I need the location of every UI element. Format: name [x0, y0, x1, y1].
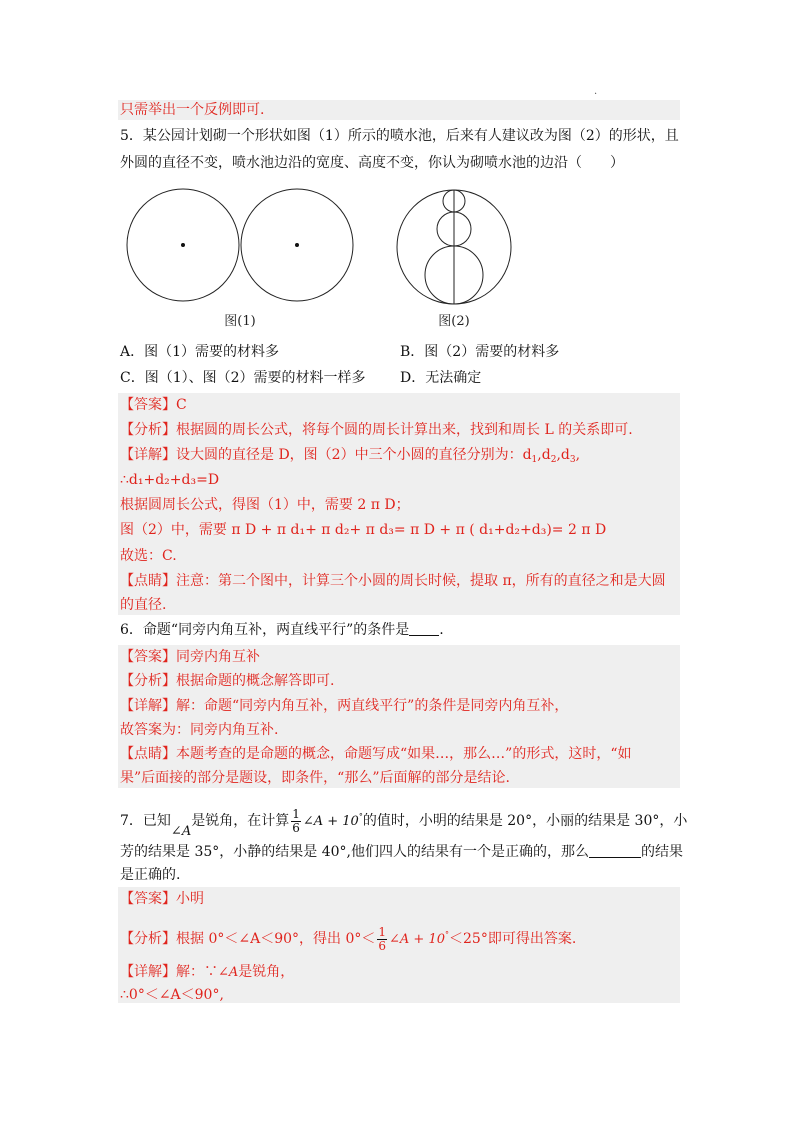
- q7-stem-b: 是锐角，在计算: [191, 813, 290, 829]
- q7-answer: 【答案】小明: [120, 891, 204, 907]
- q5-detail-sep2: ,d: [556, 447, 570, 463]
- q5-analysis: 【分析】根据圆的周长公式，将每个圆的周长计算出来，找到和周长 L 的关系即可.: [120, 422, 633, 438]
- q5-option-b: B．图（2）需要的材料多: [400, 344, 560, 360]
- q5-option-a: A．图（1）需要的材料多: [120, 344, 280, 360]
- q5-figures: [120, 185, 520, 335]
- q5-detail-line2: ∴d₁+d₂+d₃=D: [120, 472, 220, 488]
- q6-blank: [409, 621, 439, 636]
- q5-detail-line5: 故选：C.: [120, 548, 177, 564]
- q6-comment-line2: 果”后面接的部分是题设，即条件，“那么”后面解的部分是结论.: [120, 770, 510, 786]
- q7-angle: ∠A: [170, 824, 192, 839]
- q7-fraction: [291, 808, 301, 835]
- q5-detail-line1: [120, 445, 580, 470]
- q5-stem-line1: 5．某公园计划砌一个形状如图（1）所示的喷水池，后来有人建议改为图（2）的形状，且: [120, 128, 679, 144]
- q7-stem2-a: 芳的结果是 35°，小静的结果是 40°,他们四人的结果有一个是正确的，那么: [120, 844, 589, 860]
- q7-blank: [589, 843, 641, 858]
- q5-sub-3: 3: [569, 455, 576, 465]
- q6-detail: 【详解】解：命题“同旁内角互补，两直线平行”的条件是同旁内角互补，: [120, 698, 569, 714]
- q4-tail: 只需举出一个反例即可.: [120, 102, 265, 118]
- q5-detail-text: 【详解】设大圆的直径是 D，图（2）中三个小圆的直径分别为：d: [120, 447, 532, 463]
- q7-stem-line3: 是正确的.: [120, 867, 181, 883]
- q5-answer: 【答案】C: [120, 397, 187, 413]
- q7-detail-line1: [120, 962, 294, 983]
- fig1-left-center: [181, 243, 185, 247]
- q7-stem-a: 7．已知: [120, 813, 171, 829]
- page-mark: .: [594, 86, 598, 97]
- q5-sub-2: 2: [550, 455, 557, 465]
- q7-detail-b: 是锐角，: [238, 964, 295, 980]
- fig1-right-center: [295, 243, 299, 247]
- q7-stem-c: 的值时，小明的结果是 20°，小丽的结果是 30°，小: [362, 813, 688, 829]
- q7-stem-line2: [120, 842, 683, 862]
- q7-frac-num: 1: [292, 806, 300, 821]
- q7-analysis: [120, 918, 576, 957]
- q7-analysis-frac-den: 6: [378, 938, 387, 953]
- fig1-caption: 图(1): [224, 314, 256, 329]
- q7-detail-line2: ∴0°＜∠A＜90°,: [120, 987, 224, 1003]
- q7-frac-den: 6: [292, 820, 300, 835]
- q6-answer: 【答案】同旁内角互补: [120, 649, 260, 665]
- q5-comment-line2: 的直径.: [120, 597, 167, 613]
- q7-stem2-b: 的结果: [640, 844, 683, 860]
- q6-stem-end: .: [439, 622, 444, 638]
- q7-analysis-expr: ∠A + 10: [389, 932, 445, 947]
- q5-option-d: D．无法确定: [400, 370, 482, 386]
- q7-analysis-frac-num: 1: [378, 924, 387, 939]
- q6-stem-text: 6．命题“同旁内角互补，两直线平行”的条件是: [120, 622, 410, 638]
- q5-stem-line2: 外圆的直径不变，喷水池边沿的宽度、高度不变，你认为砌喷水池的边沿（ ）: [120, 155, 624, 171]
- fig2-caption: 图(2): [438, 314, 470, 329]
- q6-stem: [120, 620, 444, 640]
- q7-analysis-fraction: [377, 926, 387, 953]
- q5-option-c: C．图（1）、图（2）需要的材料一样多: [120, 370, 366, 386]
- q5-detail-end: ,: [575, 447, 581, 463]
- q5-detail-sep1: ,d: [537, 447, 551, 463]
- q5-sub-1: 1: [531, 455, 538, 465]
- q6-analysis: 【分析】根据命题的概念解答即可.: [120, 673, 335, 689]
- q7-detail-a: 【详解】解：∵: [120, 964, 218, 980]
- q7-analysis-b: ＜25°即可得出答案.: [449, 931, 577, 947]
- q7-analysis-degree: °: [445, 930, 449, 939]
- q5-comment-line1: 【点睛】注意：第二个图中，计算三个小圆的周长时候，提取 π，所有的直径之和是大圆: [120, 573, 666, 589]
- q7-detail-angle: ∠A: [218, 965, 239, 980]
- q7-expr: ∠A + 10: [302, 814, 359, 829]
- q7-analysis-a: 【分析】根据 0°＜∠A＜90°，得出 0°＜: [120, 931, 376, 947]
- q7-degree: °: [358, 812, 363, 821]
- q5-detail-line3: 根据圆周长公式，得图（1）中，需要 2 π D；: [120, 497, 410, 513]
- q5-detail-line4: 图（2）中，需要 π D + π d₁+ π d₂+ π d₃= π D + π ( d₁+d₂+d₃)= 2 π D: [120, 522, 607, 538]
- q6-comment-line1: 【点睛】本题考查的是命题的概念，命题写成“如果…，那么…”的形式，这时，“如: [120, 746, 632, 762]
- q6-result: 故答案为：同旁内角互补.: [120, 722, 279, 738]
